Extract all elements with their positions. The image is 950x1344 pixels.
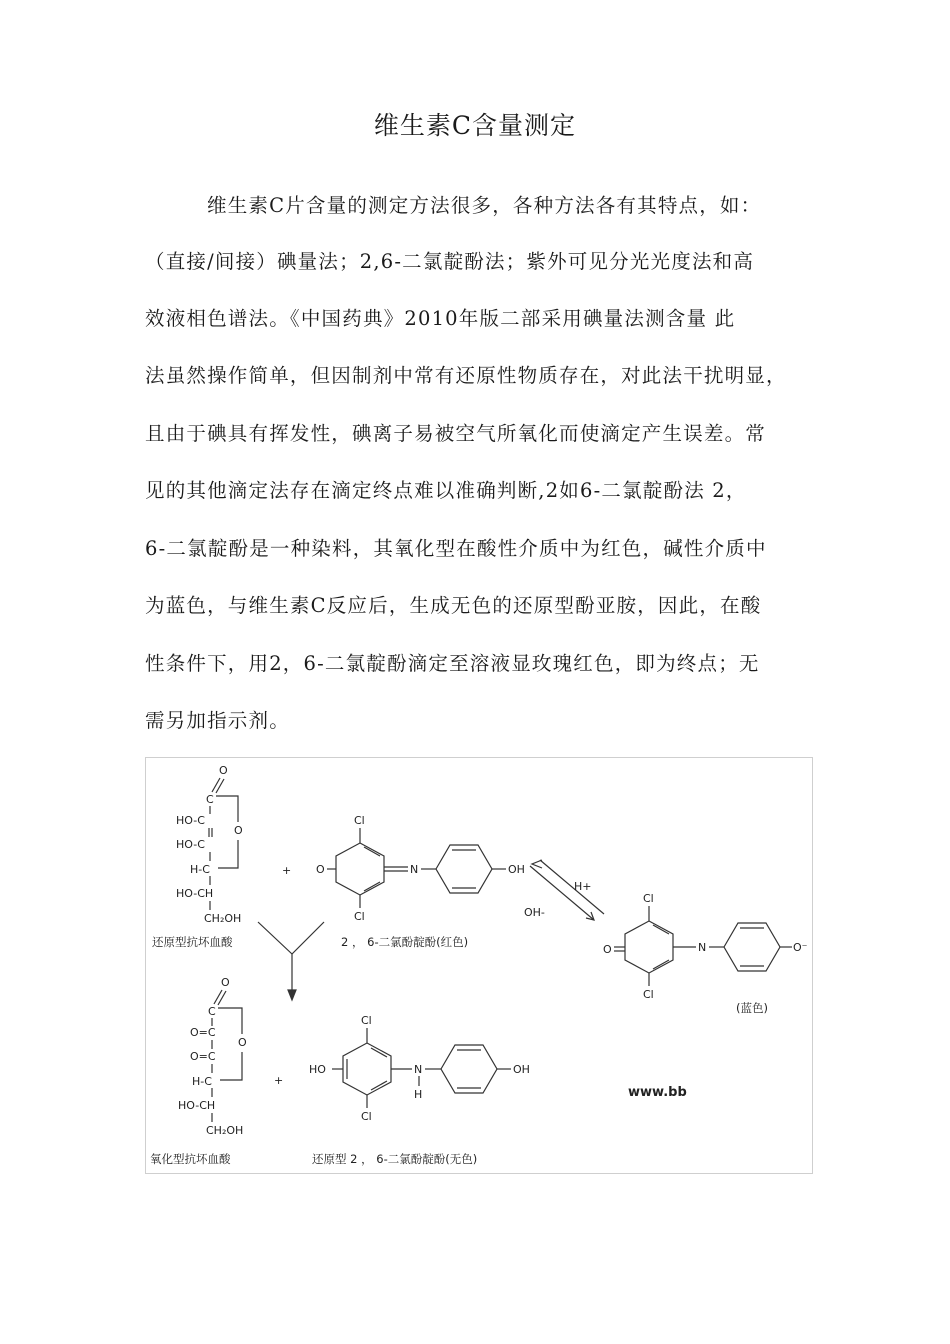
atom-label: O — [221, 976, 230, 989]
atom-label: Cl — [643, 892, 654, 905]
atom-label: Cl — [361, 1014, 372, 1027]
atom-label: O — [238, 1036, 247, 1049]
atom-label: O=C — [190, 1050, 216, 1063]
body-line: 见的其他滴定法存在滴定终点难以准确判断,2如6-二氯靛酚法 2， — [145, 479, 747, 502]
reaction-condition: OH- — [524, 906, 545, 919]
plus-sign: + — [274, 1074, 284, 1087]
dcip-reduced — [309, 1014, 530, 1166]
figure-caption: 还原型抗坏血酸 — [152, 935, 233, 949]
body-line: 为蓝色，与维生素C反应后，生成无色的还原型酚亚胺，因此，在酸 — [145, 594, 762, 617]
body-line: 且由于碘具有挥发性，碘离子易被空气所氧化而使滴定产生误差。常 — [145, 422, 767, 445]
figure-caption: 2 ， 6-二氯酚靛酚(红色) — [341, 935, 469, 949]
body-line: 6-二氯靛酚是一种染料，其氧化型在酸性介质中为红色，碱性介质中 — [145, 537, 767, 560]
atom-label: N — [414, 1063, 423, 1076]
reduced-ascorbic-acid — [152, 764, 243, 949]
body-line: 维生素C片含量的测定方法很多，各种方法各有其特点，如： — [207, 194, 762, 217]
watermark: www.bb — [628, 1085, 687, 1100]
atom-label: O — [219, 764, 228, 777]
atom-label: O=C — [190, 1026, 216, 1039]
atom-label: C — [208, 1005, 216, 1018]
atom-label: Cl — [361, 1110, 372, 1123]
atom-label: HO-CH — [178, 1099, 216, 1112]
atom-label: C — [206, 793, 214, 806]
atom-label: O — [316, 863, 325, 876]
atom-label: N — [410, 863, 419, 876]
body-line: 效液相色谱法。《中国药典》2010年版二部采用碘量法测含量 此 — [145, 307, 736, 330]
figure-caption: (蓝色) — [736, 1001, 768, 1015]
atom-label: O — [234, 824, 243, 837]
body-line: 性条件下，用2，6-二氯靛酚滴定至溶液显玫瑰红色，即为终点；无 — [145, 652, 760, 675]
figure-caption: 氧化型抗坏血酸 — [150, 1152, 231, 1166]
atom-label: Cl — [354, 814, 365, 827]
atom-label: OH — [513, 1063, 530, 1076]
reaction-condition: H+ — [574, 880, 592, 893]
atom-label: CH₂OH — [204, 912, 242, 925]
body-line: 法虽然操作简单，但因制剂中常有还原性物质存在，对此法干扰明显， — [145, 364, 787, 387]
merge-arrow — [258, 922, 324, 1000]
equilibrium-arrows — [524, 860, 604, 920]
atom-label: Cl — [643, 988, 654, 1001]
page-title: 维生素C含量测定 — [373, 111, 577, 140]
dcip-blue — [603, 892, 808, 1015]
atom-label: HO — [309, 1063, 326, 1076]
body-line: （直接/间接）碘量法；2,6-二氯靛酚法；紫外可见分光光度法和高 — [145, 250, 755, 273]
atom-label: HO-C — [176, 838, 205, 851]
reaction-figure — [145, 757, 813, 1174]
atom-label: O⁻ — [793, 941, 808, 954]
atom-label: HO-CH — [176, 887, 214, 900]
atom-label: O — [603, 943, 612, 956]
oxidized-ascorbic-acid — [150, 976, 247, 1166]
dcip-red — [316, 814, 525, 949]
body-line: 需另加指示剂。 — [145, 709, 290, 732]
plus-sign: + — [282, 864, 292, 877]
figure-caption: 还原型 2 ， 6-二氯酚靛酚(无色) — [312, 1152, 478, 1166]
atom-label: H — [414, 1088, 423, 1101]
atom-label: Cl — [354, 910, 365, 923]
atom-label: HO-C — [176, 814, 205, 827]
atom-label: H-C — [190, 863, 210, 876]
atom-label: CH₂OH — [206, 1124, 244, 1137]
atom-label: N — [698, 941, 707, 954]
atom-label: OH — [508, 863, 525, 876]
atom-label: H-C — [192, 1075, 212, 1088]
